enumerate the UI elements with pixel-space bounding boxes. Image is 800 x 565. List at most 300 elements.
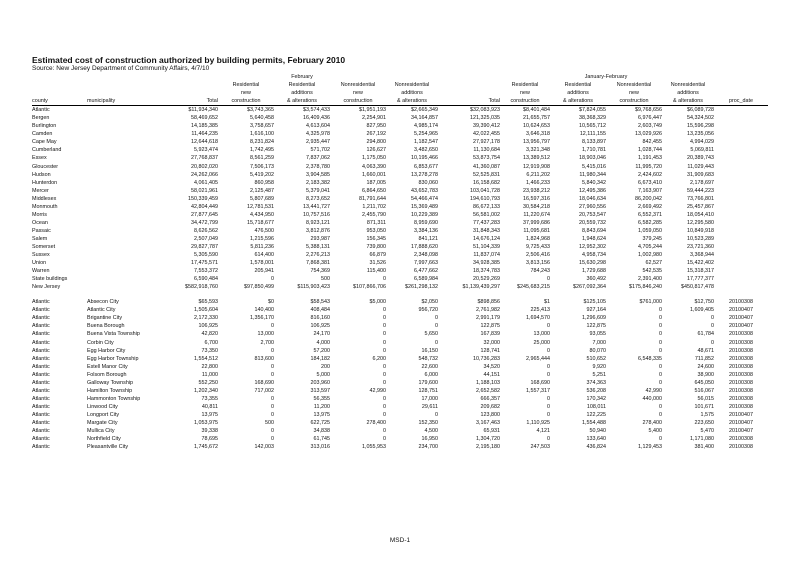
table-cell: 7,837,062: [306, 155, 330, 162]
table-cell: 5,254,965: [414, 131, 438, 138]
table-cell: 15,630,298: [579, 260, 606, 267]
table-cell: 3,321,348: [526, 147, 550, 154]
table-cell: 128,751: [418, 387, 438, 394]
table-cell: 476,500: [254, 227, 274, 234]
table-cell: 11,095,681: [523, 227, 550, 234]
table-cell: 12,952,302: [579, 243, 606, 250]
table-cell: 5,388,131: [306, 243, 330, 250]
table-cell: [714, 154, 768, 162]
table-cell: 1,188,103: [476, 379, 500, 386]
table-cell: 10,757,516: [303, 211, 330, 218]
table-cell: Warren: [32, 268, 50, 275]
table-cell: 0: [659, 363, 663, 370]
table-cell: 6,853,677: [414, 163, 438, 170]
table-cell: 6,552,371: [638, 211, 663, 218]
county-row: [32, 259, 768, 267]
table-cell: Atlantic: [32, 387, 50, 394]
header-cell: Residential: [288, 82, 316, 89]
table-cell: 0: [271, 347, 274, 354]
table-cell: 34,928,385: [473, 260, 500, 267]
table-cell: Passaic: [32, 227, 51, 234]
table-cell: 5,419,202: [250, 171, 274, 178]
table-cell: 0: [547, 403, 550, 410]
header-cell: new: [520, 90, 530, 97]
table-cell: 2,378,780: [306, 163, 330, 170]
table-cell: 5,305,590: [194, 252, 218, 259]
table-cell: 841,121: [418, 235, 438, 242]
table-cell: Mullica City: [87, 428, 115, 435]
municipality-row: [32, 371, 768, 379]
header-row-4: [32, 97, 768, 106]
table-cell: 12,495,386: [579, 187, 606, 194]
table-cell: 7,868,381: [306, 260, 330, 267]
table-cell: 27,768,837: [191, 155, 218, 162]
table-cell: 54,466,474: [411, 195, 438, 202]
table-cell: Galloway Township: [87, 379, 134, 386]
table-cell: Atlantic: [32, 347, 50, 354]
municipality-row: [32, 395, 768, 403]
table-cell: 20,802,020: [191, 163, 218, 170]
table-cell: 247,503: [530, 444, 550, 451]
table-cell: [84, 259, 168, 267]
header-cell: & alterations: [386, 97, 438, 106]
table-cell: 13,389,512: [523, 155, 550, 162]
table-cell: 29,611: [421, 403, 438, 410]
table-cell: 7,000: [592, 339, 606, 346]
table-cell: 44,151: [483, 371, 500, 378]
table-cell: 0: [547, 436, 550, 443]
table-cell: 5,923,474: [194, 147, 218, 154]
table-cell: 27,877,645: [191, 211, 218, 218]
county-row: [32, 179, 768, 187]
table-cell: 1,609,405: [690, 307, 715, 314]
table-cell: 0: [659, 331, 663, 338]
table-cell: Buena Vista Township: [87, 331, 140, 338]
county-row: [32, 106, 768, 115]
county-row: [32, 146, 768, 154]
table-cell: 42,990: [369, 387, 386, 394]
table-cell: $125,105: [583, 299, 606, 306]
table-cell: Atlantic: [32, 323, 50, 330]
table-cell: 4,061,405: [194, 179, 218, 186]
table-cell: 1,191,453: [638, 155, 663, 162]
county-row: [32, 219, 768, 227]
municipality-row: [32, 355, 768, 363]
table-cell: 6,548,335: [638, 355, 663, 362]
table-cell: 516,067: [694, 387, 715, 394]
table-cell: 122,875: [586, 323, 606, 330]
municipality-row: [32, 363, 768, 371]
table-cell: Atlantic: [32, 299, 50, 306]
table-cell: 22,600: [421, 363, 438, 370]
table-cell: [714, 283, 768, 291]
table-cell: 0: [383, 331, 386, 338]
table-cell: [84, 195, 168, 203]
table-cell: Northfield City: [87, 436, 121, 443]
table-cell: 278,400: [642, 419, 663, 426]
table-cell: 6,211,202: [526, 171, 550, 178]
table-cell: 1,110,925: [526, 419, 550, 426]
page-number: MSD-1: [389, 537, 411, 544]
table-cell: [714, 227, 768, 235]
table-cell: 81,791,644: [359, 195, 386, 202]
table-cell: 278,400: [366, 419, 386, 426]
table-cell: 2,455,790: [362, 211, 386, 218]
table-cell: 7,163,907: [638, 187, 663, 194]
header-cell: Nonresidential: [616, 82, 652, 89]
table-cell: [714, 171, 768, 179]
table-cell: 0: [383, 276, 386, 283]
header-cell: & alterations: [550, 97, 606, 106]
table-cell: Atlantic: [32, 403, 50, 410]
table-cell: Atlantic: [32, 444, 50, 451]
table-cell: $9,768,656: [635, 107, 663, 114]
table-cell: Atlantic: [32, 379, 50, 386]
table-cell: Buena Borough: [87, 323, 125, 330]
table-cell: 65,931: [483, 428, 500, 435]
table-cell: New Jersey: [32, 284, 61, 291]
table-cell: 542,535: [642, 268, 663, 275]
table-cell: $3,574,433: [303, 107, 330, 114]
table-cell: [84, 171, 168, 179]
table-cell: 1,211,702: [362, 203, 386, 210]
table-cell: [714, 163, 768, 171]
table-cell: 0: [271, 436, 274, 443]
county-row: [32, 195, 768, 203]
table-cell: 6,000: [424, 371, 438, 378]
table-cell: 2,125,487: [250, 187, 274, 194]
table-cell: 927,164: [586, 307, 606, 314]
table-cell: 0: [659, 339, 663, 346]
table-cell: 20,389,743: [687, 155, 715, 162]
table-cell: 0: [659, 411, 663, 418]
table-cell: 3,646,318: [526, 131, 550, 138]
table-cell: 3,482,650: [414, 147, 438, 154]
table-cell: 500: [321, 276, 330, 283]
table-cell: 3,167,463: [476, 419, 500, 426]
table-cell: Longport City: [87, 411, 120, 418]
table-cell: 8,273,652: [306, 195, 330, 202]
table-cell: 2,254,901: [362, 115, 386, 122]
table-cell: 18,046,634: [579, 195, 606, 202]
table-cell: [84, 179, 168, 187]
table-cell: 42,990: [645, 387, 663, 394]
table-cell: Atlantic: [32, 411, 50, 418]
table-cell: 56,581,002: [473, 211, 500, 218]
table-cell: $32,083,923: [470, 107, 500, 114]
table-cell: Pleasantville City: [87, 444, 129, 451]
table-cell: 440,000: [642, 395, 663, 402]
table-cell: 0: [271, 403, 274, 410]
table-cell: 0: [547, 363, 550, 370]
table-cell: [714, 146, 768, 154]
county-row: [32, 154, 768, 162]
header-cell: Residential: [511, 82, 539, 89]
table-cell: Ocean: [32, 219, 48, 226]
table-cell: 11,000: [201, 371, 218, 378]
table-cell: 3,758,657: [250, 123, 274, 130]
table-cell: 24,262,066: [191, 171, 218, 178]
table-cell: 0: [383, 403, 386, 410]
table-cell: $8,401,484: [523, 107, 550, 114]
header-cell: additions: [567, 90, 589, 97]
header-cell: Nonresidential: [340, 82, 376, 89]
municipality-row: [32, 411, 768, 419]
table-cell: 9,920: [592, 363, 606, 370]
table-cell: 0: [383, 428, 386, 435]
table-cell: Hammonton Township: [87, 395, 141, 402]
table-cell: 20,753,547: [579, 211, 606, 218]
table-cell: [84, 219, 168, 227]
municipality-row: [32, 330, 768, 338]
table-cell: 1,694,570: [526, 315, 550, 322]
table-cell: Burlington: [32, 123, 57, 130]
table-cell: 142,003: [254, 444, 274, 451]
table-cell: 6,477,662: [414, 268, 438, 275]
table-cell: 0: [271, 363, 274, 370]
header-cell: Nonresidential: [394, 82, 430, 89]
table-cell: 187,005: [366, 179, 386, 186]
table-cell: [84, 203, 168, 211]
municipality-row: [32, 427, 768, 435]
table-cell: 0: [383, 411, 386, 418]
county-row: [32, 227, 768, 235]
table-cell: 8,133,897: [582, 139, 606, 146]
table-cell: Atlantic: [32, 355, 50, 362]
table-cell: 3,384,136: [414, 227, 438, 234]
table-cell: 12,111,155: [579, 131, 606, 138]
table-cell: [84, 211, 168, 219]
table-cell: 3,813,156: [526, 260, 550, 267]
table-cell: 5,415,016: [582, 163, 606, 170]
table-cell: 2,348,098: [414, 252, 438, 259]
table-cell: 80,070: [589, 347, 606, 354]
table-cell: 20100407: [729, 307, 753, 314]
table-cell: 0: [271, 276, 274, 283]
table-cell: 86,672,133: [473, 203, 500, 210]
table-cell: 168,690: [530, 379, 550, 386]
table-cell: 20100308: [729, 347, 753, 354]
table-cell: Absecon City: [87, 299, 119, 306]
month-label: February: [291, 74, 313, 80]
header-cell: additions: [401, 90, 423, 97]
municipality-row: [32, 306, 768, 314]
table-cell: 1,554,512: [194, 355, 218, 362]
table-cell: 10,736,283: [473, 355, 500, 362]
table-cell: [84, 163, 168, 171]
table-cell: $1,951,193: [359, 107, 386, 114]
table-cell: $97,850,499: [244, 284, 274, 291]
table-cell: [714, 235, 768, 243]
table-cell: 5,811,236: [250, 243, 274, 250]
municipality-row: [32, 314, 768, 322]
table-cell: 10,565,712: [579, 123, 606, 130]
table-cell: $58,543: [310, 299, 330, 306]
table-cell: 0: [271, 323, 274, 330]
table-cell: 108,011: [586, 403, 606, 410]
table-cell: 13,956,797: [523, 139, 550, 146]
table-cell: 62,527: [645, 260, 663, 267]
table-cell: [714, 179, 768, 187]
table-cell: 816,160: [310, 315, 330, 322]
table-cell: 77,437,283: [473, 219, 500, 226]
table-cell: 1,356,170: [250, 315, 274, 322]
table-cell: 152,350: [418, 419, 438, 426]
table-cell: 20100407: [729, 315, 753, 322]
table-cell: 32,000: [483, 339, 500, 346]
table-cell: Atlantic: [32, 395, 50, 402]
table-cell: 42,022,455: [473, 131, 500, 138]
table-cell: 1,002,980: [638, 252, 663, 259]
table-cell: 4,325,978: [306, 131, 330, 138]
table-cell: 133,640: [586, 436, 606, 443]
table-cell: 717,002: [254, 387, 274, 394]
table-cell: 20100308: [729, 331, 753, 338]
table-cell: $11,934,340: [188, 107, 218, 114]
table-cell: 31,848,343: [473, 227, 500, 234]
table-cell: 711,852: [694, 355, 715, 362]
table-cell: 14,185,385: [191, 123, 218, 130]
table-cell: 31,909,683: [687, 171, 715, 178]
table-cell: 20100308: [729, 355, 753, 362]
table-cell: 31,526: [369, 260, 386, 267]
table-cell: 381,400: [694, 444, 715, 451]
table-cell: 0: [383, 436, 386, 443]
header-cell: additions: [677, 90, 699, 97]
table-cell: 23,938,212: [523, 187, 550, 194]
table-cell: 0: [383, 379, 386, 386]
table-cell: 11,464,235: [191, 131, 218, 138]
table-cell: 11,980,344: [579, 171, 606, 178]
table-cell: 20100308: [729, 395, 753, 402]
table-cell: Atlantic: [32, 428, 50, 435]
county-row: [32, 243, 768, 251]
table-cell: 61,784: [697, 331, 715, 338]
table-cell: 1,710,781: [582, 147, 606, 154]
table-cell: 20100308: [729, 299, 753, 306]
table-cell: 61,745: [313, 436, 330, 443]
table-cell: 10,849,918: [687, 227, 715, 234]
table-cell: Atlantic: [32, 371, 50, 378]
table-cell: 666,357: [480, 395, 500, 402]
table-cell: 739,800: [366, 243, 386, 250]
table-cell: 20100308: [729, 387, 753, 394]
municipality-row: [32, 339, 768, 347]
municipality-row: [32, 443, 768, 451]
table-cell: 34,838: [313, 428, 330, 435]
table-cell: Hudson: [32, 171, 51, 178]
table-cell: 13,000: [533, 331, 550, 338]
table-cell: 2,172,330: [194, 315, 218, 322]
table-cell: 1,171,080: [690, 436, 715, 443]
table-cell: Atlantic: [32, 419, 50, 426]
table-cell: 1,742,495: [250, 147, 274, 154]
table-cell: 408,484: [310, 307, 330, 314]
table-cell: 12,781,531: [247, 203, 274, 210]
table-cell: Sussex: [32, 252, 50, 259]
table-cell: 167,839: [480, 331, 500, 338]
table-cell: 0: [547, 371, 550, 378]
table-cell: 106,925: [198, 323, 218, 330]
table-cell: 0: [435, 315, 438, 322]
table-cell: 12,919,908: [523, 163, 550, 170]
table-cell: 38,368,329: [579, 115, 606, 122]
table-cell: Brigantine City: [87, 315, 123, 322]
table-cell: 3,812,876: [306, 227, 330, 234]
table-cell: 4,500: [424, 428, 438, 435]
proc-date-header: proc_date: [714, 97, 768, 106]
table-cell: 2,669,492: [638, 203, 663, 210]
table-cell: 1,175,050: [362, 155, 386, 162]
table-cell: 6,590,484: [194, 276, 218, 283]
table-cell: 0: [271, 395, 274, 402]
county-row: [32, 251, 768, 259]
table-cell: 4,705,244: [638, 243, 663, 250]
table-cell: 0: [383, 323, 386, 330]
municipality-row: [32, 419, 768, 427]
table-cell: 17,475,571: [191, 260, 218, 267]
table-cell: $3,743,365: [247, 107, 274, 114]
table-cell: 379,245: [642, 235, 663, 242]
table-cell: 27,927,178: [473, 139, 500, 146]
table-cell: Middlesex: [32, 195, 57, 202]
table-cell: 15,422,402: [687, 260, 715, 267]
table-cell: 20100407: [729, 428, 753, 435]
table-cell: 0: [547, 276, 550, 283]
table-cell: 1,745,672: [194, 444, 218, 451]
table-cell: 48,671: [697, 347, 715, 354]
table-cell: 842,455: [642, 139, 663, 146]
table-cell: 0: [383, 315, 386, 322]
table-cell: 8,626,562: [194, 227, 218, 234]
table-cell: 50,940: [589, 428, 606, 435]
table-cell: 6,673,410: [638, 179, 663, 186]
table-cell: 13,029,926: [635, 131, 663, 138]
table-cell: 860,958: [254, 179, 274, 186]
county-row: [32, 122, 768, 130]
table-cell: 0: [383, 363, 386, 370]
table-cell: 20100308: [729, 403, 753, 410]
table-cell: [84, 243, 168, 251]
table-cell: 20,529,269: [473, 276, 500, 283]
header-cell: Nonresidential: [670, 82, 706, 89]
table-cell: 11,200: [313, 403, 330, 410]
table-cell: 5,069,811: [690, 147, 715, 154]
table-cell: 871,311: [366, 219, 386, 226]
table-cell: 1,059,050: [638, 227, 663, 234]
table-cell: 2,935,447: [306, 139, 330, 146]
table-cell: 0: [435, 339, 438, 346]
table-cell: Monmouth: [32, 203, 58, 210]
table-cell: 13,441,727: [303, 203, 330, 210]
table-cell: $450,817,478: [681, 284, 715, 291]
table-cell: 39,338: [201, 428, 218, 435]
county-row: [32, 114, 768, 122]
table-cell: Morris: [32, 211, 47, 218]
table-cell: 1,575: [700, 411, 715, 418]
source-note: Source: New Jersey Department of Community Affairs, 4/7/10: [32, 65, 210, 72]
table-cell: 5,807,689: [250, 195, 274, 202]
table-cell: 293,987: [310, 235, 330, 242]
table-cell: 17,000: [421, 395, 438, 402]
table-cell: 21,655,757: [523, 115, 550, 122]
table-cell: 86,200,042: [635, 195, 663, 202]
table-cell: $582,918,760: [185, 284, 218, 291]
table-cell: 121,325,035: [470, 115, 500, 122]
table-cell: 1,948,624: [582, 235, 606, 242]
header-row-3: [32, 89, 768, 97]
table-cell: $7,824,055: [579, 107, 606, 114]
